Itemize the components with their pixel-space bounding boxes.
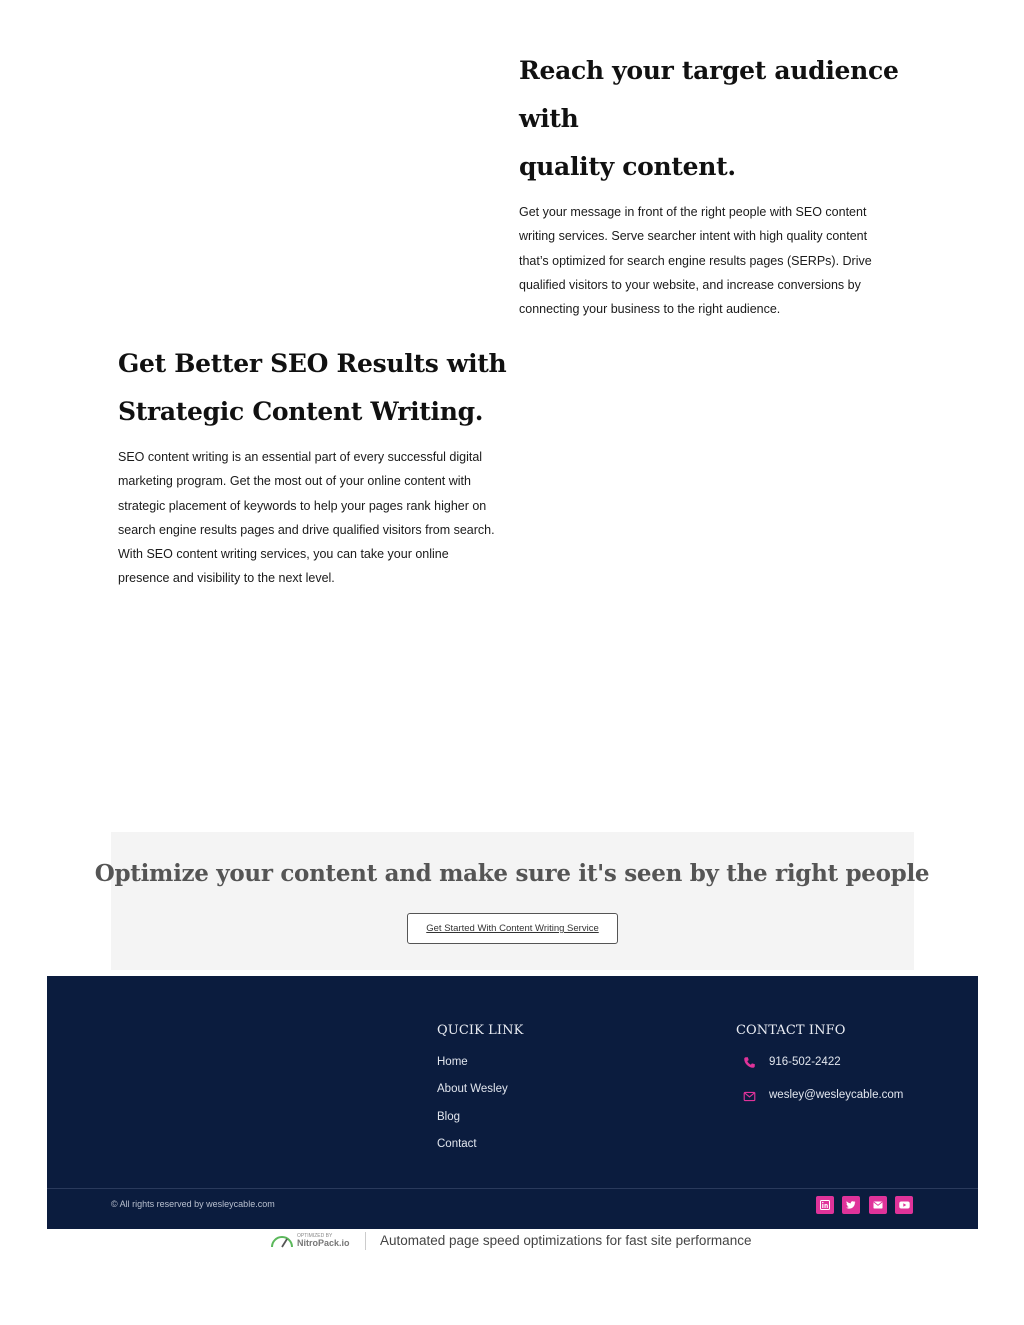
section1-heading [519, 47, 919, 191]
linkedin-button[interactable] [816, 1196, 834, 1214]
nitro-logo-name: NitroPack.io [297, 1238, 350, 1248]
section2-heading [118, 340, 518, 436]
contact-email[interactable]: wesley@wesleycable.com [769, 1089, 904, 1101]
cta-banner [111, 832, 914, 970]
envelope-icon [743, 1090, 756, 1103]
site-footer [47, 976, 978, 1229]
linkedin-icon [820, 1200, 830, 1210]
section1-heading-line1: Reach your target audience with [519, 56, 899, 133]
twitter-icon [846, 1200, 856, 1210]
footer-link-about[interactable]: About Wesley [437, 1083, 508, 1095]
section1-line: connecting your business to the right audience. [519, 302, 781, 317]
envelope-icon [873, 1200, 883, 1210]
twitter-button[interactable] [842, 1196, 860, 1214]
section2-line: presence and visibility to the next level. [118, 571, 335, 586]
quick-links-heading: QUCIK LINK [437, 1023, 524, 1038]
section2-line: strategic placement of keywords to help your pages rank higher on [118, 498, 487, 513]
section1-heading-line2: quality content. [519, 152, 736, 181]
footer-divider [47, 1188, 978, 1189]
cta-title: Optimize your content and make sure it's seen by the right people [94, 860, 930, 887]
nitro-tagline: Automated page speed optimizations for fast site performance [380, 1233, 752, 1248]
email-button[interactable] [869, 1196, 887, 1214]
get-started-button[interactable]: Get Started With Content Writing Service [407, 913, 618, 944]
section2-line: marketing program. Get the most out of your online content with [118, 474, 471, 489]
contact-info-heading: CONTACT INFO [736, 1023, 846, 1038]
section2-paragraph [118, 445, 518, 591]
nitro-separator [365, 1232, 366, 1250]
section2-line: SEO content writing is an essential part of every successful digital [118, 450, 483, 464]
footer-link-home[interactable]: Home [437, 1056, 468, 1068]
nitro-optimized-by: OPTIMIZED BY [297, 1233, 333, 1239]
copyright-text: © All rights reserved by wesleycable.com [111, 1199, 275, 1209]
section2-heading-line1: Get Better SEO Results with [118, 349, 507, 378]
nitropack-badge[interactable] [270, 1230, 770, 1252]
section2-line: search engine results pages and drive qualified visitors from search. [118, 522, 495, 537]
section1-line: writing services. Serve searcher intent with high quality content [519, 229, 868, 244]
section-reach-audience [519, 47, 919, 321]
section2-line: With SEO content writing services, you can take your online [118, 547, 449, 562]
footer-link-contact[interactable]: Contact [437, 1138, 477, 1150]
section-better-seo [118, 340, 518, 591]
section1-line: that’s optimized for search engine results pages (SERPs). Drive [519, 253, 872, 268]
contact-phone[interactable]: 916-502-2422 [769, 1056, 841, 1068]
phone-icon [743, 1056, 756, 1069]
youtube-button[interactable] [895, 1196, 913, 1214]
section1-line: qualified visitors to your website, and increase conversions by [519, 277, 861, 292]
section1-line: Get your message in front of the right people with SEO content [519, 205, 867, 219]
youtube-icon [899, 1200, 910, 1210]
section1-paragraph [519, 200, 919, 321]
footer-link-blog[interactable]: Blog [437, 1111, 461, 1123]
section2-heading-line2: Strategic Content Writing. [118, 397, 484, 426]
speedometer-icon [270, 1232, 294, 1250]
